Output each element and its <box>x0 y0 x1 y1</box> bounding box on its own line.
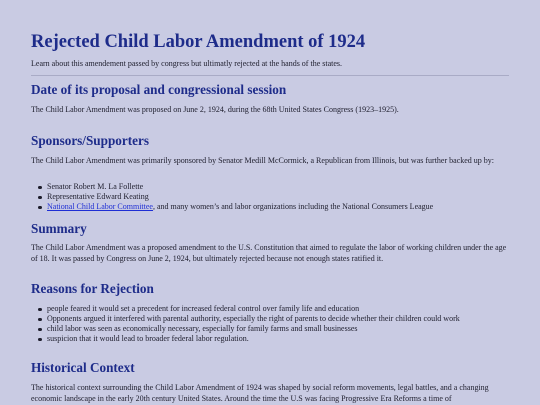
list-item <box>47 314 460 324</box>
context-text: The historical context surrounding the Child Labor Amendment of 1924 was shaped by social reform movements, legal battles, and a changing economic landscape in the early 20th century United States. Around the time the U.S was facing Progressive Era Reforms a time of <box>31 383 489 403</box>
list-item <box>47 182 433 192</box>
list-item <box>47 334 460 344</box>
sponsors-heading: Sponsors/Supporters <box>31 133 149 148</box>
date-heading: Date of its proposal and congressional session <box>31 82 287 97</box>
reason-federal-regulation: suspicion that it would lead to broader federal labor regulation. <box>47 334 249 343</box>
reason-economic-necessity: child labor was seen as economically necessary, especially for family farms and small businesses <box>47 324 358 333</box>
list-item <box>47 324 460 334</box>
date-text: The Child Labor Amendment was proposed on June 2, 1924, during the 68th United States Congress (1923–1925). <box>31 105 399 114</box>
sponsor-la-follette: Senator Robert M. La Follette <box>47 182 144 191</box>
summary-text: The Child Labor Amendment was a proposed amendment to the U.S. Constitution that aimed to regulate the labor of working children under the age of 18. It was passed by Congress on June 2, 1924, but ultimately rejected because not enough states ratified it. <box>31 243 507 263</box>
list-item <box>47 202 433 212</box>
summary-heading: Summary <box>31 221 87 236</box>
title-divider <box>31 75 509 76</box>
sponsors-text: The Child Labor Amendment was primarily sponsored by Senator Medill McCormick, a Republican from Illinois, but was further backed up by: <box>31 156 495 165</box>
context-heading: Historical Context <box>31 360 135 375</box>
reason-precedent: people feared it would set a precedent for increased federal control over family life and education <box>47 304 360 313</box>
list-item <box>47 192 433 202</box>
organizations-text: , and many women’s and labor organizations including the National Consumers League <box>152 202 434 211</box>
page-title: Rejected Child Labor Amendment of 1924 <box>31 32 366 52</box>
reason-parental-authority: Opponents argued it interfered with parental authority, especially the right of parents to decide whether their children could work <box>47 314 460 323</box>
sponsor-keating: Representative Edward Keating <box>47 192 149 201</box>
list-item <box>47 304 460 314</box>
reasons-list <box>31 304 460 344</box>
national-child-labor-committee-link[interactable]: National Child Labor Committee <box>47 202 153 211</box>
sponsors-list <box>31 182 433 212</box>
reasons-heading: Reasons for Rejection <box>31 281 154 296</box>
intro-text: Learn about this amendement passed by congress but ultimatly rejected at the hands of the states. <box>31 59 343 68</box>
